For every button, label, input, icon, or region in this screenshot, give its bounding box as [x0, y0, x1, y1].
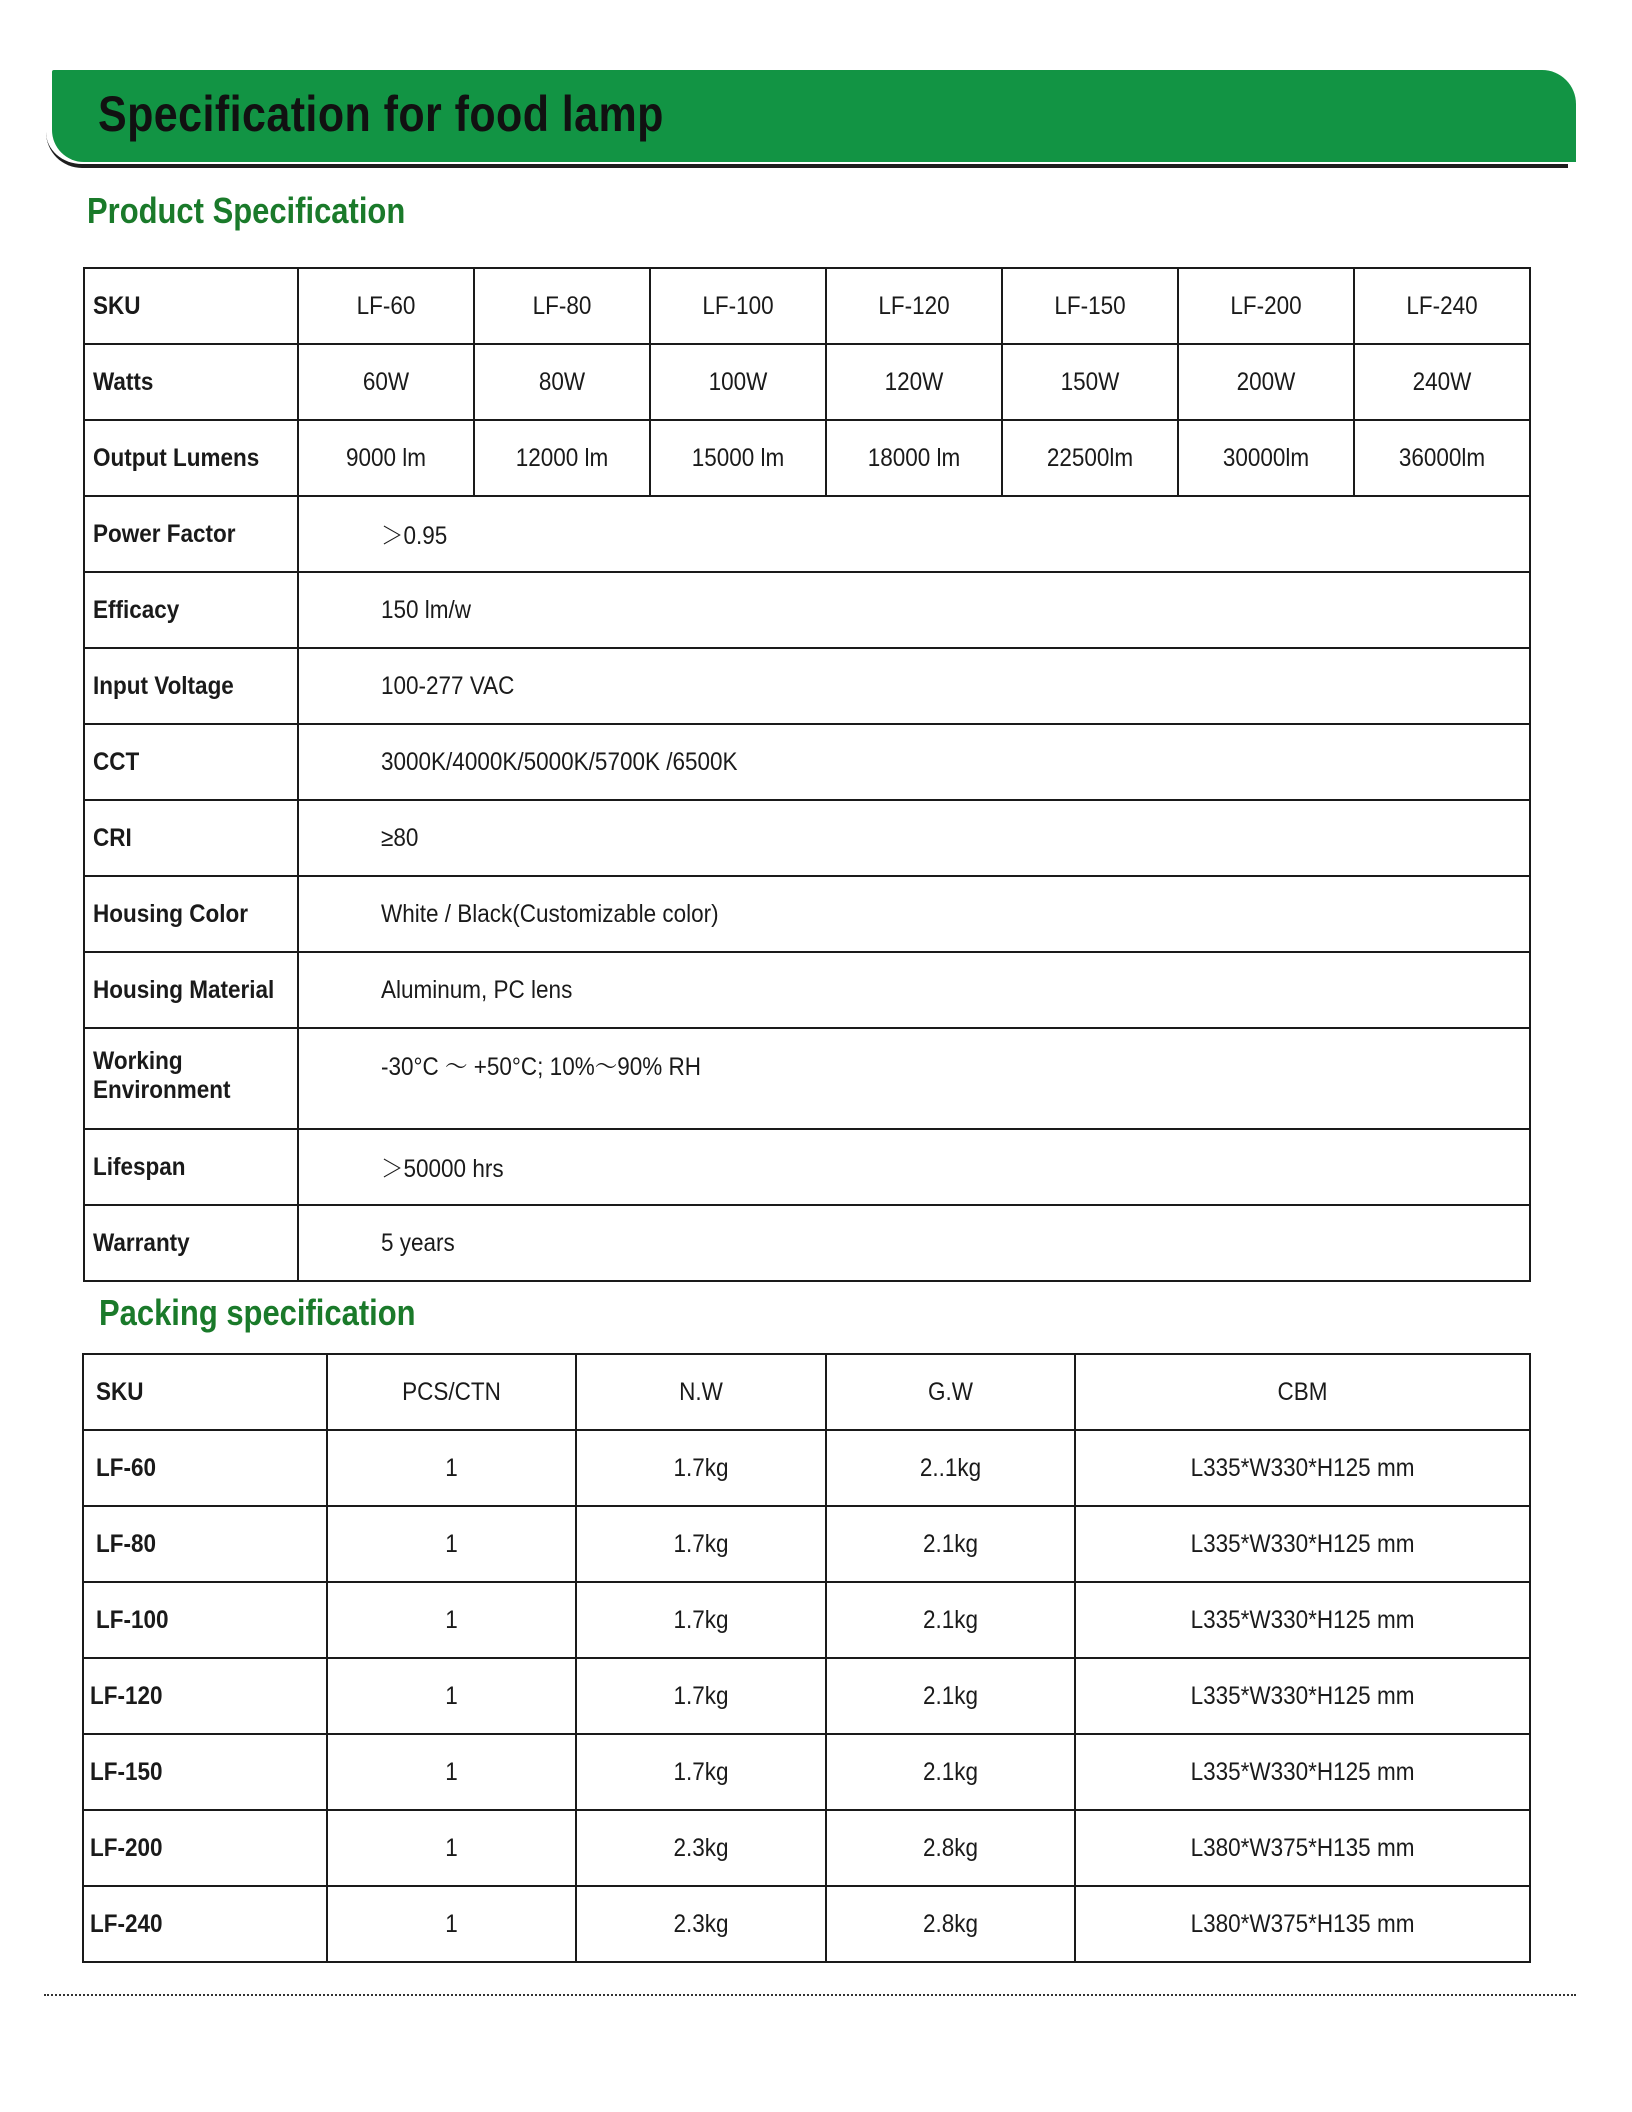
column-header: SKU	[83, 1354, 327, 1430]
banner-background	[52, 70, 1576, 162]
table-cell: 80W	[474, 344, 650, 420]
table-cell: LF-100	[650, 268, 826, 344]
row-label: SKU	[84, 268, 298, 344]
row-label: CRI	[84, 800, 298, 876]
spec-value: 150 lm/w	[298, 572, 1530, 648]
working-environment-row	[84, 1028, 1530, 1129]
housing-material-row	[84, 952, 1530, 1028]
table-cell: LF-120	[826, 268, 1002, 344]
packing-spec-heading: Packing specification	[99, 1292, 416, 1333]
product-spec-table	[83, 267, 1531, 1282]
nw-cell: 1.7kg	[576, 1582, 826, 1658]
table-cell: 30000lm	[1178, 420, 1354, 496]
sku-row	[84, 268, 1530, 344]
gw-cell: 2.1kg	[826, 1582, 1075, 1658]
cri-row	[84, 800, 1530, 876]
table-row	[83, 1810, 1530, 1886]
column-header: G.W	[826, 1354, 1075, 1430]
row-label: Warranty	[84, 1205, 298, 1281]
nw-cell: 1.7kg	[576, 1430, 826, 1506]
nw-cell: 1.7kg	[576, 1506, 826, 1582]
table-row	[83, 1658, 1530, 1734]
spec-value: ≥80	[298, 800, 1530, 876]
pcs-cell: 1	[327, 1734, 576, 1810]
table-cell: LF-80	[474, 268, 650, 344]
lifespan-row	[84, 1129, 1530, 1205]
cbm-cell: L380*W375*H135 mm	[1075, 1886, 1530, 1962]
lumens-row	[84, 420, 1530, 496]
table-cell: 100W	[650, 344, 826, 420]
pcs-cell: 1	[327, 1506, 576, 1582]
pcs-cell: 1	[327, 1582, 576, 1658]
packing-header-row	[83, 1354, 1530, 1430]
cbm-cell: L335*W330*H125 mm	[1075, 1658, 1530, 1734]
column-header: CBM	[1075, 1354, 1530, 1430]
input-voltage-row	[84, 648, 1530, 724]
header-banner	[46, 70, 1576, 170]
table-cell: 120W	[826, 344, 1002, 420]
spec-value: White / Black(Customizable color)	[298, 876, 1530, 952]
pcs-cell: 1	[327, 1886, 576, 1962]
spec-value: 100-277 VAC	[298, 648, 1530, 724]
nw-cell: 2.3kg	[576, 1810, 826, 1886]
table-row	[83, 1582, 1530, 1658]
table-cell: LF-200	[1178, 268, 1354, 344]
cbm-cell: L335*W330*H125 mm	[1075, 1734, 1530, 1810]
packing-spec-table	[82, 1353, 1531, 1963]
cbm-cell: L335*W330*H125 mm	[1075, 1582, 1530, 1658]
gw-cell: 2.8kg	[826, 1810, 1075, 1886]
row-label: Housing Material	[84, 952, 298, 1028]
table-cell: LF-150	[1002, 268, 1178, 344]
sku-cell: LF-240	[83, 1886, 327, 1962]
cbm-cell: L335*W330*H125 mm	[1075, 1506, 1530, 1582]
table-cell: LF-240	[1354, 268, 1530, 344]
product-spec-heading: Product Specification	[87, 190, 406, 231]
table-cell: 240W	[1354, 344, 1530, 420]
sku-cell: LF-80	[83, 1506, 327, 1582]
spec-value: -30°C ～ +50°C; 10%～90% RH	[298, 1028, 1530, 1129]
gw-cell: 2.1kg	[826, 1506, 1075, 1582]
row-label: Power Factor	[84, 496, 298, 572]
spec-value: ＞0.95	[298, 496, 1530, 572]
gw-cell: 2.1kg	[826, 1734, 1075, 1810]
footer-divider	[44, 1994, 1576, 1996]
sku-cell: LF-120	[83, 1658, 327, 1734]
table-cell: 15000 lm	[650, 420, 826, 496]
spec-value: 5 years	[298, 1205, 1530, 1281]
table-cell: 60W	[298, 344, 474, 420]
table-row	[83, 1506, 1530, 1582]
table-row	[83, 1430, 1530, 1506]
nw-cell: 1.7kg	[576, 1658, 826, 1734]
pcs-cell: 1	[327, 1658, 576, 1734]
gw-cell: 2..1kg	[826, 1430, 1075, 1506]
row-label: Working Environment	[84, 1028, 298, 1129]
table-cell: 36000lm	[1354, 420, 1530, 496]
sku-cell: LF-60	[83, 1430, 327, 1506]
row-label: Efficacy	[84, 572, 298, 648]
table-cell: 9000 lm	[298, 420, 474, 496]
table-row	[83, 1886, 1530, 1962]
table-cell: 12000 lm	[474, 420, 650, 496]
gw-cell: 2.1kg	[826, 1658, 1075, 1734]
gw-cell: 2.8kg	[826, 1886, 1075, 1962]
column-header: PCS/CTN	[327, 1354, 576, 1430]
nw-cell: 2.3kg	[576, 1886, 826, 1962]
sku-cell: LF-100	[83, 1582, 327, 1658]
row-label: Output Lumens	[84, 420, 298, 496]
row-label: CCT	[84, 724, 298, 800]
cbm-cell: L335*W330*H125 mm	[1075, 1430, 1530, 1506]
row-label: Lifespan	[84, 1129, 298, 1205]
pcs-cell: 1	[327, 1810, 576, 1886]
housing-color-row	[84, 876, 1530, 952]
table-cell: 22500lm	[1002, 420, 1178, 496]
table-cell: 18000 lm	[826, 420, 1002, 496]
row-label: Input Voltage	[84, 648, 298, 724]
column-header: N.W	[576, 1354, 826, 1430]
spec-value: ＞50000 hrs	[298, 1129, 1530, 1205]
sku-cell: LF-200	[83, 1810, 327, 1886]
nw-cell: 1.7kg	[576, 1734, 826, 1810]
pcs-cell: 1	[327, 1430, 576, 1506]
power-factor-row	[84, 496, 1530, 572]
watts-row	[84, 344, 1530, 420]
row-label: Watts	[84, 344, 298, 420]
efficacy-row	[84, 572, 1530, 648]
table-cell: 200W	[1178, 344, 1354, 420]
warranty-row	[84, 1205, 1530, 1281]
page-title: Specification for food lamp	[98, 86, 664, 142]
cbm-cell: L380*W375*H135 mm	[1075, 1810, 1530, 1886]
table-cell: 150W	[1002, 344, 1178, 420]
row-label: Housing Color	[84, 876, 298, 952]
cct-row	[84, 724, 1530, 800]
spec-value: 3000K/4000K/5000K/5700K /6500K	[298, 724, 1530, 800]
table-row	[83, 1734, 1530, 1810]
spec-value: Aluminum, PC lens	[298, 952, 1530, 1028]
sku-cell: LF-150	[83, 1734, 327, 1810]
table-cell: LF-60	[298, 268, 474, 344]
